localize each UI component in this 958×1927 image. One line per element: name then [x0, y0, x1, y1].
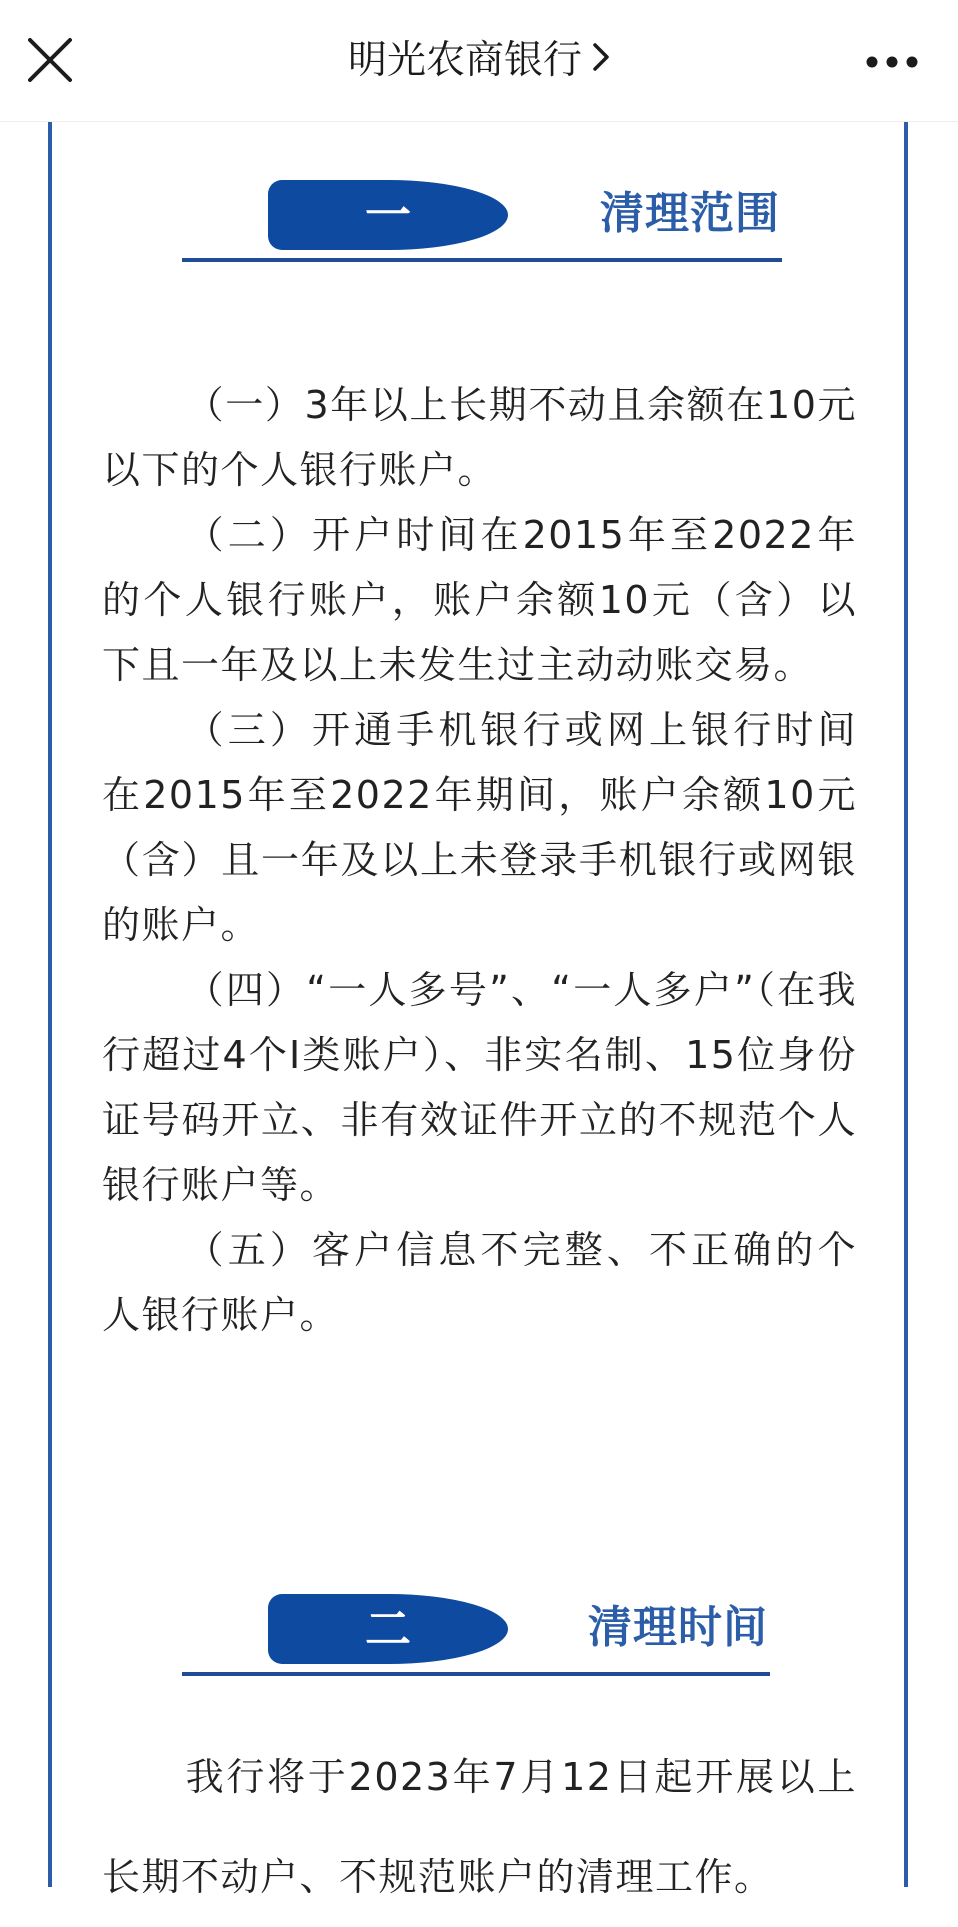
section-underline [182, 1672, 770, 1676]
top-navigation-bar [0, 0, 958, 122]
section-number-badge: 二 [268, 1594, 508, 1664]
section-body-time [102, 1727, 857, 1927]
article-frame-left-border [48, 122, 52, 1887]
chevron-right-icon [592, 35, 610, 85]
more-dots-icon [862, 44, 922, 80]
section-number-badge: 一 [268, 180, 508, 250]
paragraph: （二）开户时间在2015年至2022年的个人银行账户，账户余额10元（含）以下且一年及以上未发生过主动动账交易。 [102, 513, 857, 687]
account-title-link[interactable] [0, 36, 958, 86]
section-underline [182, 258, 782, 262]
page-title: 明光农商银行 [347, 38, 582, 83]
paragraph: 我行将于2023年7月12日起开展以上长期不动户、不规范账户的清理工作。 [102, 1755, 857, 1899]
section-header-scope [182, 180, 782, 260]
section-title: 清理时间 [588, 1602, 768, 1653]
article-frame-right-border [904, 122, 908, 1887]
paragraph: （一）3年以上长期不动且余额在10元以下的个人银行账户。 [102, 383, 857, 492]
section-title: 清理范围 [600, 188, 780, 239]
paragraph: （五）客户信息不完整、不正确的个人银行账户。 [102, 1228, 857, 1337]
paragraph: （四）“一人多号”、“一人多户”（在我行超过4个I类账户）、非实名制、15位身份证号码开立、非有效证件开立的不规范个人银行账户等。 [102, 968, 857, 1207]
more-options-button[interactable] [862, 44, 922, 80]
section-header-time [182, 1594, 782, 1674]
section-body-scope [102, 373, 857, 1348]
paragraph: （三）开通手机银行或网上银行时间在2015年至2022年期间，账户余额10元（含）且一年及以上未登录手机银行或网银的账户。 [102, 708, 857, 947]
